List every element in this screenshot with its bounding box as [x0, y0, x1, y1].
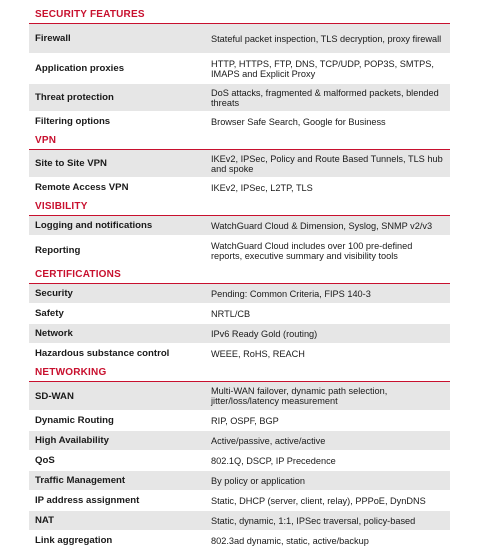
spec-row	[29, 150, 450, 178]
spec-row	[29, 178, 450, 198]
spec-label: Application proxies	[35, 63, 125, 74]
spec-label: Filtering options	[35, 116, 111, 127]
spec-label: Safety	[35, 308, 64, 319]
spec-label: QoS	[35, 455, 55, 466]
spec-row	[29, 411, 450, 431]
spec-label: Network	[35, 328, 73, 339]
section-header-certifications: CERTIFICATIONS	[29, 266, 450, 284]
spec-value: By policy or application	[211, 475, 305, 486]
spec-label: Reporting	[35, 245, 81, 256]
spec-row	[29, 471, 450, 491]
spec-label: IP address assignment	[35, 495, 140, 506]
spec-row	[29, 324, 450, 344]
spec-value: NRTL/CB	[211, 308, 251, 319]
section-header-visibility: VISIBILITY	[29, 198, 450, 216]
section-header-vpn: VPN	[29, 132, 450, 150]
spec-label: Logging and notifications	[35, 220, 153, 231]
spec-label: Dynamic Routing	[35, 415, 114, 426]
spec-value: Static, dynamic, 1:1, IPSec traversal, policy-based	[211, 515, 416, 526]
spec-value: IPv6 Ready Gold (routing)	[211, 328, 318, 339]
spec-label: Firewall	[35, 33, 71, 44]
spec-row	[29, 284, 450, 304]
section-header-security-features: SECURITY FEATURES	[29, 6, 450, 24]
spec-row	[29, 431, 450, 451]
spec-row	[29, 491, 450, 511]
spec-label: SD-WAN	[35, 390, 74, 402]
spec-label: Remote Access VPN	[35, 182, 129, 193]
spec-row	[29, 382, 450, 411]
spec-value: WatchGuard Cloud includes over 100 pre-defined reports, executive summary and visibility tools	[211, 240, 413, 261]
section-header-networking: NETWORKING	[29, 364, 450, 382]
spec-row	[29, 511, 450, 531]
spec-label: Security	[35, 288, 73, 299]
spec-row	[29, 531, 450, 551]
spec-row	[29, 54, 450, 84]
spec-sheet	[29, 6, 450, 551]
spec-row	[29, 236, 450, 266]
spec-label: Link aggregation	[35, 535, 113, 546]
spec-value: WEEE, RoHS, REACH	[211, 348, 305, 359]
spec-value: IKEv2, IPSec, Policy and Route Based Tunnels, TLS hub and spoke	[211, 153, 443, 174]
spec-label: Hazardous substance control	[35, 348, 170, 359]
spec-value: WatchGuard Cloud & Dimension, Syslog, SNMP v2/v3	[211, 220, 433, 231]
spec-value: Static, DHCP (server, client, relay), PPPoE, DynDNS	[211, 495, 426, 506]
spec-value: Active/passive, active/active	[211, 435, 326, 446]
spec-row	[29, 216, 450, 236]
spec-value: 802.3ad dynamic, static, active/backup	[211, 535, 369, 546]
spec-value: HTTP, HTTPS, FTP, DNS, TCP/UDP, POP3S, SMTPS, IMAPS and Explicit Proxy	[211, 58, 434, 79]
spec-row	[29, 112, 450, 132]
spec-value: Pending: Common Criteria, FIPS 140-3	[211, 288, 371, 299]
spec-row	[29, 344, 450, 364]
spec-value: IKEv2, IPSec, L2TP, TLS	[211, 182, 313, 193]
spec-label: Site to Site VPN	[35, 158, 107, 169]
spec-row	[29, 304, 450, 324]
spec-row	[29, 24, 450, 54]
spec-label: High Availability	[35, 435, 109, 446]
spec-value: Browser Safe Search, Google for Business	[211, 116, 386, 127]
spec-value: RIP, OSPF, BGP	[211, 415, 279, 426]
spec-label: Traffic Management	[35, 475, 126, 486]
spec-row	[29, 84, 450, 112]
spec-label: Threat protection	[35, 92, 114, 103]
spec-value: Multi-WAN failover, dynamic path selection, jitter/loss/latency measurement	[211, 386, 388, 406]
spec-value: DoS attacks, fragmented & malformed packets, blended threats	[211, 87, 439, 108]
spec-value: Stateful packet inspection, TLS decryption, proxy firewall	[211, 33, 442, 44]
spec-value: 802.1Q, DSCP, IP Precedence	[211, 455, 336, 466]
spec-row	[29, 451, 450, 471]
spec-label: NAT	[35, 515, 55, 526]
